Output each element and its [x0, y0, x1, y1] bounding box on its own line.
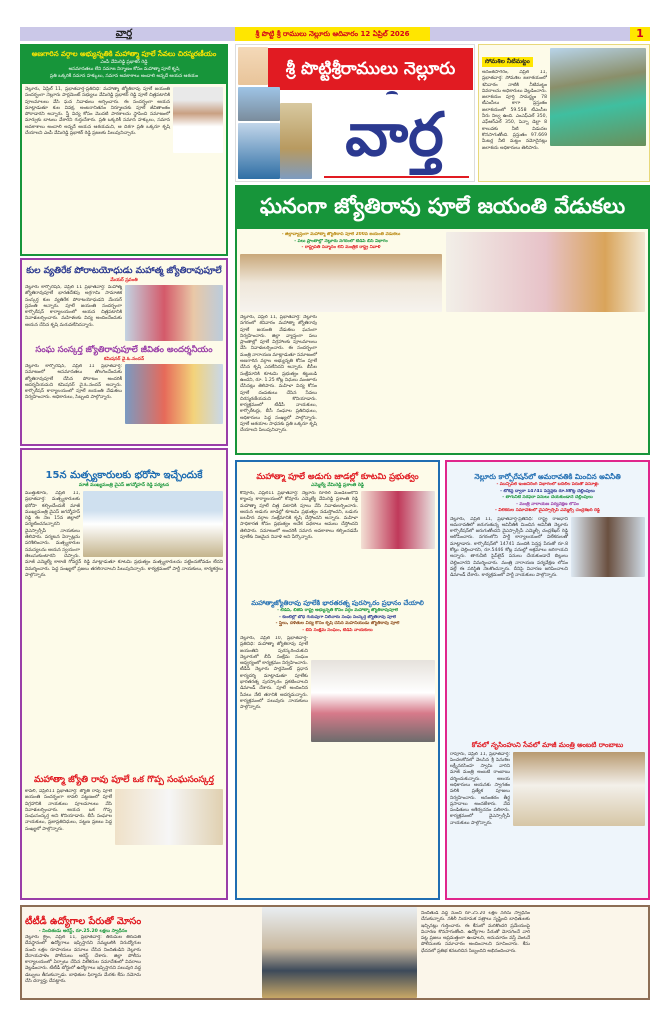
somasila-box [478, 44, 650, 182]
mp-sub: ప్రతి ఒక్కరికీ సమాన హక్కులు, సమాన అవకాశాలు అందాలి అన్నదే ఆయన ఆశయం [49, 74, 199, 79]
sangha-headline: మహాత్మా జ్యోతి రావు పూలే ఒక గొప్ప సంఘసంస్కర్త [34, 775, 214, 785]
corruption-body: నెల్లూరు, ఏప్రిల్ 11, ప్రభాతవార్త-ప్రతినిధి: రాష్ట్ర రాజధాని అమరావతిలో జరుగుతున్న అవినీతికి మించిన అవినీతి నెల్లూరు కార్పొరేషన్‌లో జరుగుతోందని వైఎస్సార్సీపీ ఎమ్మెల్సీ చంద్రశేఖర్ రెడ్డి ఆరోపించారు. నగరంలోని పార్టీ కార్యాలయంలో విలేకరులతో మాట్లాడారు. కార్పొరేషన్‌లో 14741 మందికి పెన్షన్ల పేరుతో రూ.8 కోట్లు చెల్లించారని, రూ.5446 కోట్ల పనుల్లో అక్రమాలు జరిగాయని అన్నారు. తాగునీటి పైప్‌లైన్ పనులు చేయకుండానే బిల్లులు చెల్లించారని విమర్శించారు. మంత్రి నారాయణ పర్యవేక్షణ లోపం వల్లే ఈ పరిస్థితి నెలకొందన్నారు. దీనిపై విచారణ జరిపించాలని డిమాండ్ చేశారు. కార్యక్రమంలో పార్టీ నాయకులు పాల్గొన్నారు. [450, 516, 568, 579]
corruption-headline: నెల్లూరు కార్పోరేషన్‌లో అమరావతికి మించిన అవినీతి [474, 472, 621, 481]
kavali-photo [115, 789, 223, 845]
region-banner: శ్రీ పొట్టిశ్రీరాములు నెల్లూరు [268, 48, 473, 90]
somasila-label: సోమశిల నీటిమట్టం [482, 57, 533, 67]
mp-byline: ఎంపీ వేమిరెడ్డి ప్రభాకర్ రెడ్డి [100, 60, 148, 65]
bharatratna-body-wrap [240, 636, 435, 876]
sangha-body-wrap [25, 789, 223, 889]
ttd-story [20, 905, 650, 1000]
date-line: శ్రీ పొట్టి శ్రీ రాములు నెల్లూరు ఆదివారం 12 ఏప్రిల్ 2026 [235, 27, 430, 41]
commissioner-headline: సంఘ సంస్కర్త జ్యోతిరావుపూలే జీవితం అందర్శనీయం [35, 345, 213, 355]
temple-photo [280, 103, 312, 179]
masthead-logo: వార్త [345, 100, 444, 170]
commissioner-body: నెల్లూరు కార్పోరేషన్, ఏప్రిల్ 11 ప్రభాతవార్త: సమాజంలో అసమానతలు తొలగించేందుకు జ్యోతిరావుపూలే చేసిన పోరాటం అందరికీ ఆదర్శనీయమని కమిషనర్ వై.ఓ.నందన్ అన్నారు. కార్పొరేషన్ కార్యాలయంలో పూలే జయంతి వేడుకలు నిర్వహించారు. అధికారులు, సిబ్బంది పాల్గొన్నారు. [25, 364, 122, 401]
bullet: - తాగునీటి సరఫరా పనులు చేయకుండానే చెల్లింపులు [502, 495, 593, 500]
corruption-story [445, 460, 650, 900]
ttd-body: నెల్లూరు క్రైం, ఏప్రిల్ 11, ప్రభాతవార్త: తిరుమల తిరుపతి దేవస్థానంలో ఉద్యోగాలు ఇప్పిస్తానని నమ్మబలికి నిరుద్యోగుల నుంచి లక్షల రూపాయలు వసూలు చేసిన నిందితుడిని నెల్లూరు వేదాయపాళెం పోలీసులు అరెస్ట్ చేశారు. జిల్లా పోలీసు కార్యాలయంలో ఏర్పాటు చేసిన విలేకరుల సమావేశంలో వివరాలు వెల్లడించారు. టీటీడీ బోర్డులో ఉద్యోగాలు ఇప్పిస్తానని పలువురి వద్ద డబ్బులు తీసుకున్నాడు. బాధితుల ఫిర్యాదు మేరకు కేసు నమోదు చేసి దర్యాప్తు చేపట్టారు. [25, 935, 141, 985]
temple-visit-photo [513, 752, 645, 826]
corruption-body-wrap [450, 517, 645, 737]
bullet: - స్త్రీలు, దళితుల విద్య కోసం కృషి చేసిన మహనీయుడు జ్యోతిరావు పూలే [275, 621, 400, 626]
mp-headline: అణగారిన వర్గాల అభ్యున్నతికి మహాత్మా పూలే సేవలు చిరస్మరణీయం [31, 50, 217, 58]
mp-sub: అసమానతలు లేని సమాజ నిర్మాణం కోసం మహాత్మా పూలే కృషి [68, 67, 180, 72]
rambabu-headline: కోవలో నృసింహుని సేవలో మాజీ మంత్రి అంబటి రాంబాబు [471, 740, 624, 749]
tribute-photo [446, 232, 645, 312]
reservoir-photo [550, 48, 646, 146]
mp-story-header [22, 46, 226, 84]
mla-photo [361, 491, 435, 549]
main-headline: ఘనంగా జ్యోతిరావు పూలే జయంతి వేడుకలు [259, 194, 626, 218]
rally-photo [83, 491, 223, 557]
bullet: - మున్సిపల్ ఇంజనీరింగ్ విభాగంలో బదిలీల పేరుతో వసూళ్లు [496, 482, 599, 487]
mp-body-wrap [22, 84, 226, 244]
mp-portrait [173, 87, 223, 153]
fishermen-headline: 15న మత్స్యకారులకు భరోసా ఇచ్చేందుకే [45, 470, 203, 481]
alliance-body-wrap [240, 491, 435, 595]
main-story [235, 227, 650, 455]
fishermen-body-wrap [25, 491, 223, 771]
alliance-story [235, 460, 440, 900]
rambabu-body-wrap [450, 752, 645, 882]
bullet: - విలేకరుల సమావేశంలో వైఎస్సార్సీపీ ఎమ్మెల్సీ చంద్రశేఖర్ రెడ్డి [495, 508, 600, 513]
main-bullets [240, 232, 442, 252]
mayor-story [20, 258, 228, 446]
mayor-byline: మేయర్ స్రవంతి [110, 278, 138, 283]
bharatratna-body: నెల్లూరు, ఏప్రిల్ 10, ప్రభాతవార్త-ప్రతినిధి: మహాత్మా జ్యోతిరావు పూలే జయంతిని పురస్కరించుకుని నెల్లూరులో బీసీ సంక్షేమ సంఘం ఆధ్వర్యంలో కార్యక్రమం నిర్వహించారు. టీడీపీ నెల్లూరు పార్లమెంట్ ప్రధాన కార్యదర్శి మాట్లాడుతూ పూలేకు భారతరత్న పురస్కారం ప్రకటించాలని డిమాండ్ చేశారు. పూలే అందించిన సేవలు నేటి తరానికి ఆదర్శమన్నారు. కార్యక్రమంలో పలువురు నాయకులు పాల్గొన్నారు. [240, 636, 309, 711]
statue-photo [125, 285, 223, 341]
main-banner [235, 185, 650, 227]
bridge-photo [238, 87, 280, 121]
mayor-body: నెల్లూరు కార్పోరేషన్, ఏప్రిల్ 11 ప్రభాతవార్త: మహాత్మ జ్యోతిరావుపూలే భారతదేశపు అగ్రగామి సామాజిక సంస్కర్త కుల వ్యతిరేక పోరాటయోధుడని మేయర్ స్రవంతి అన్నారు. పూలే జయంతి సందర్భంగా కార్పొరేషన్ కార్యాలయంలో ఆయన చిత్రపటానికి నివాళులర్పించారు. మహిళలకు విద్య అందించేందుకు ఆయన చేసిన కృషి మరువలేనిదన్నారు. [25, 285, 122, 328]
bullet: - కుంటిల్లో బోధ గురువుగా నిలిచారు సంఘ సంస్కర్త జ్యోతిరావు పూలే [278, 614, 396, 620]
commissioner-byline: కమిషనర్ వై.ఓ.నందన్ [103, 357, 145, 362]
corruption-bullets [450, 482, 645, 515]
bharatratna-bullets [240, 608, 435, 634]
alliance-headline: మహాత్మా పూలే అడుగు జాడల్లో కూటమి ప్రభుత్వం [256, 471, 419, 481]
bullet: - రాష్ట్రపతి సన్మానం లేని మంత్రికే రాష్ట్ర నివాళి [301, 245, 381, 250]
bullet: - టోకెన్ల ద్వారా 14741 పెన్షన్లకు రూ.8కోట్ల చెల్లింపులు [500, 488, 595, 494]
header-brand: వార్త [115, 28, 133, 39]
fishermen-story [20, 448, 228, 900]
logo-underline [324, 176, 469, 178]
commissioner-body-wrap [25, 364, 223, 444]
bullet: - పలు ప్రాంతాల్లో నెల్లూరు నగరంలో టీడీపీ బీసీ విభాగం [294, 238, 388, 244]
mlc-photo [571, 517, 645, 577]
ttd-sub: - నిందితుడు అరెస్ట్, రూ.25.20 లక్షలు స్వాధీనం [38, 929, 128, 934]
alliance-body: కోవూరు, ఏప్రిల్11 ప్రభాతవార్త: నెల్లూరు రూరల్ మండలంలోని క్యాంపు కార్యాలయంలో కోవూరు ఎమ్మెల్యే వేమిరెడ్డి ప్రశాంతి రెడ్డి మహాత్మా పూలే చిత్ర పటానికి పూలు వేసి నివాళులర్పించారు. ఆయన అడుగు జాడల్లో కూటమి ప్రభుత్వం నడుస్తోందని, బడుగు బలహీన వర్గాల సంక్షేమానికి కృషి చేస్తోందని అన్నారు. మహిళా సాధికారత కోసం ప్రభుత్వం అనేక పథకాలు అమలు చేస్తోందని తెలిపారు. సమాజంలో అందరికీ సమాన అవకాశాలు కల్పించడమే పూలేకు నిజమైన నివాళి అని పేర్కొన్నారు. [240, 491, 358, 541]
mp-story [20, 44, 228, 256]
bullet: - టీడీపీ, బీజేపీ రాష్ట్ర అభ్యున్నతి కోసం వర్గం మహాత్మా జ్యోతిరావుపూలే [277, 608, 398, 613]
mayor-body-wrap [25, 285, 223, 343]
bullet: - బీసీ సంక్షేమ సంఘం, టీడీపీ నాయకులు [302, 627, 373, 633]
port-photo [238, 123, 280, 179]
bullet: - జిల్లావ్యాప్తంగా మహాత్మా జ్యోతిరావ్ పూలే 200వ జయంతి వేడుకలు [281, 232, 401, 237]
ttd-body-continued: నిందితుడి వద్ద నుంచి రూ.25.20 లక్షల నగదు స్వాధీనం చేసుకున్నారు. నకిలీ నియామక పత్రాలు సృష్టించి బాధితులకు ఇచ్చినట్లు గుర్తించారు. ఈ కేసులో మరికొందరి ప్రమేయంపై విచారణ కొనసాగుతోంది. ఉద్యోగాల పేరుతో మోసగించే వారి పట్ల ప్రజలు అప్రమత్తంగా ఉండాలని, అనుమానం వస్తే వెంటనే పోలీసులకు సమాచారం అందించాలని సూచించారు. కేసు ఛేదనలో ప్రతిభ కనబరిచిన సిబ్బందిని అభినందించారు. [421, 911, 530, 954]
masthead [235, 44, 475, 182]
garland-photo [125, 364, 223, 424]
main-body: నెల్లూరు, ఏప్రిల్ 11, ప్రభాతవార్త: నెల్లూరు నగరంలో శనివారం మహాత్మా జ్యోతిరావు పూలే జయంతి వేడుకలు ఘనంగా నిర్వహించారు. జిల్లా వ్యాప్తంగా పలు ప్రాంతాల్లో పూలే విగ్రహాలకు పూలమాలలు వేసి నివాళులర్పించారు. ఈ సందర్భంగా మంత్రి నారాయణ మాట్లాడుతూ సమాజంలో అణగారిన వర్గాల అభ్యున్నతి కోసం పూలే చేసిన కృషి ఎనలేనిదని అన్నారు. బీసీల సంక్షేమానికి కూటమి ప్రభుత్వం కట్టుబడి ఉందని, రూ. 1.25 కోట్ల నిధులు మంజూరు చేసినట్లు తెలిపారు. మహిళా విద్య కోసం పూలే దంపతులు చేసిన సేవలు చిరస్మరణీయమని కొనియాడారు. కార్యక్రమంలో టీడీపీ నాయకులు, కార్పొరేటర్లు, బీసీ సంఘాల ప్రతినిధులు, అధికారులు పెద్ద సంఖ్యలో పాల్గొన్నారు. పూలే ఆశయాల సాధనకు ప్రతి ఒక్కరూ కృషి చేయాలని పిలుపునిచ్చారు. [240, 315, 317, 434]
bullet: - మంత్రి నారాయణ పర్యవేక్షణ లోపం [516, 501, 579, 507]
fishermen-body: ముత్తుకూరు, ఏప్రిల్ 11, ప్రభాతవార్త: మత్స్యకారులకు భరోసా కల్పించేందుకే మాజీ ముఖ్యమంత్రి వైఎస్ జగన్మోహన్ రెడ్డి ఈ నెల 15న జిల్లాలో పర్యటించనున్నారని వైఎస్సార్సీపీ నాయకులు తెలిపారు. పర్యటన ఏర్పాట్లను పరిశీలించారు. మత్స్యకారుల సమస్యలను ఆయన స్వయంగా తెలుసుకుంటారని చెప్పారు. మాజీ ఎమ్మెల్యే కాకాణి గోవర్ధన్ రెడ్డి మాట్లాడుతూ కూటమి ప్రభుత్వం మత్స్యకారులను పట్టించుకోవడం లేదని విమర్శించారు. పెద్ద సంఖ్యలో ప్రజలు తరలిరావాలని పిలుపునిచ్చారు. కార్యక్రమంలో పార్టీ నాయకులు, కార్యకర్తలు పాల్గొన్నారు. [25, 491, 223, 578]
leaders-photo [240, 254, 442, 313]
bc-meeting-photo [311, 660, 435, 742]
alliance-byline: ఎమ్మెల్యే వేమిరెడ్డి ప్రశాంతి రెడ్డి [311, 483, 364, 488]
page-number: 1 [630, 27, 650, 41]
mp-body: నెల్లూరు, ఏప్రిల్ 11, ప్రభాతవార్త-ప్రతినిధి: మహాత్మా జ్యోతిరావు పూలే జయంతి సందర్భంగా నెల్లూరు పార్లమెంట్ సభ్యులు వేమిరెడ్డి ప్రభాకర్ రెడ్డి పూలే చిత్రపటానికి పూలమాలలు వేసి ఘన నివాళులు అర్పించారు. ఈ సందర్భంగా ఆయన మాట్లాడుతూ కుల వివక్ష, అంటరానితనం నిర్మూలనకు పూలే జీవితాంతం పోరాడారని అన్నారు. స్త్రీ విద్య కోసం మొదటి పాఠశాలను స్థాపించి సమాజంలో మార్పుకు బాటలు వేశారని గుర్తుచేశారు. ప్రతి ఒక్కరికీ సమాన హక్కులు, సమాన అవకాశాలు అందాలి అన్నదే ఆయన ఆశయమని, ఆ దిశగా ప్రతి ఒక్కరూ కృషి చేయాలని ఎంపీ వేమిరెడ్డి ప్రభాకర్ రెడ్డి ప్రజలకు పిలుపునిచ్చారు. [25, 87, 170, 137]
police-press-photo [262, 907, 417, 998]
bharatratna-headline: మహాత్మాజ్యోతిరావు పూలేకి భారతరత్న పురస్కారం ప్రధానం చేయాలి [251, 599, 424, 607]
mayor-headline: కుల వ్యతిరేక పోరాటయోధుడు మహాత్మ జ్యోతిరావుపూలే [26, 266, 222, 276]
founder-portrait [238, 47, 268, 85]
ttd-headline: టీటీడీ ఉద్యోగాల పేరుతో మోసం [25, 916, 141, 927]
fishermen-sub: మాజీ ముఖ్యమంత్రి వైఎస్ జగన్మోహన్ రెడ్డి పర్యటన [78, 483, 170, 488]
somasila-body: అనంతసాగరం, ఏప్రిల్ 11, ప్రభాతవార్త: సోమశిల జలాశయంలో శనివారం నాటికి నీటిమట్టం వివరాలను అధికారులు వెల్లడించారు. జలాశయం పూర్తి సామర్థ్యం 78 టీఎంసీలు కాగా ప్రస్తుతం జలాశయంలో 59.558 టీఎంసీల నీరు నిల్వ ఉంది. ఎంఎఫ్ఎల్ 350, ఎఫ్ఆర్ఎల్ 350, పెన్నా డెల్టా 8 కాలువకు నీటి విడుదల కొనసాగుతోంది. ప్రస్తుతం 97.669 మీటర్ల నీటి మట్టం నమోదైనట్లు జలాశయ అధికారులు తెలిపారు. [482, 70, 547, 151]
sangha-body: కావలి, ఏప్రిల్11 ప్రభాతవార్త: జ్యోతి రావు పూలే జయంతి సందర్భంగా కావలి పట్టణంలో పూలే విగ్రహానికి నాయకులు పూలమాలలు వేసి నివాళులర్పించారు. ఆయన ఒక గొప్ప సంఘసంస్కర్త అని కొనియాడారు. బీసీ సంఘాల నాయకులు, ప్రజాప్రతినిధులు, పట్టణ ప్రజలు పెద్ద సంఖ్యలో పాల్గొన్నారు. [25, 789, 112, 832]
rambabu-body: రాపూరు, ఏప్రిల్ 11, ప్రభాతవార్త: పెంచలకోనలో వెలసిన శ్రీ పెనుశిల లక్ష్మీనరసింహ స్వామి వారిని మాజీ మంత్రి అంబటి రాంబాబు దర్శించుకున్నారు. ఆలయ అధికారులు ఆయనకు స్వాగతం పలికి ప్రత్యేక పూజలు నిర్వహించారు. అనంతరం తీర్థ ప్రసాదాలు అందజేశారు. వేద పండితులు ఆశీర్వచనం పలికారు. కార్యక్రమంలో వైఎస్సార్సీపీ నాయకులు పాల్గొన్నారు. [450, 751, 510, 826]
